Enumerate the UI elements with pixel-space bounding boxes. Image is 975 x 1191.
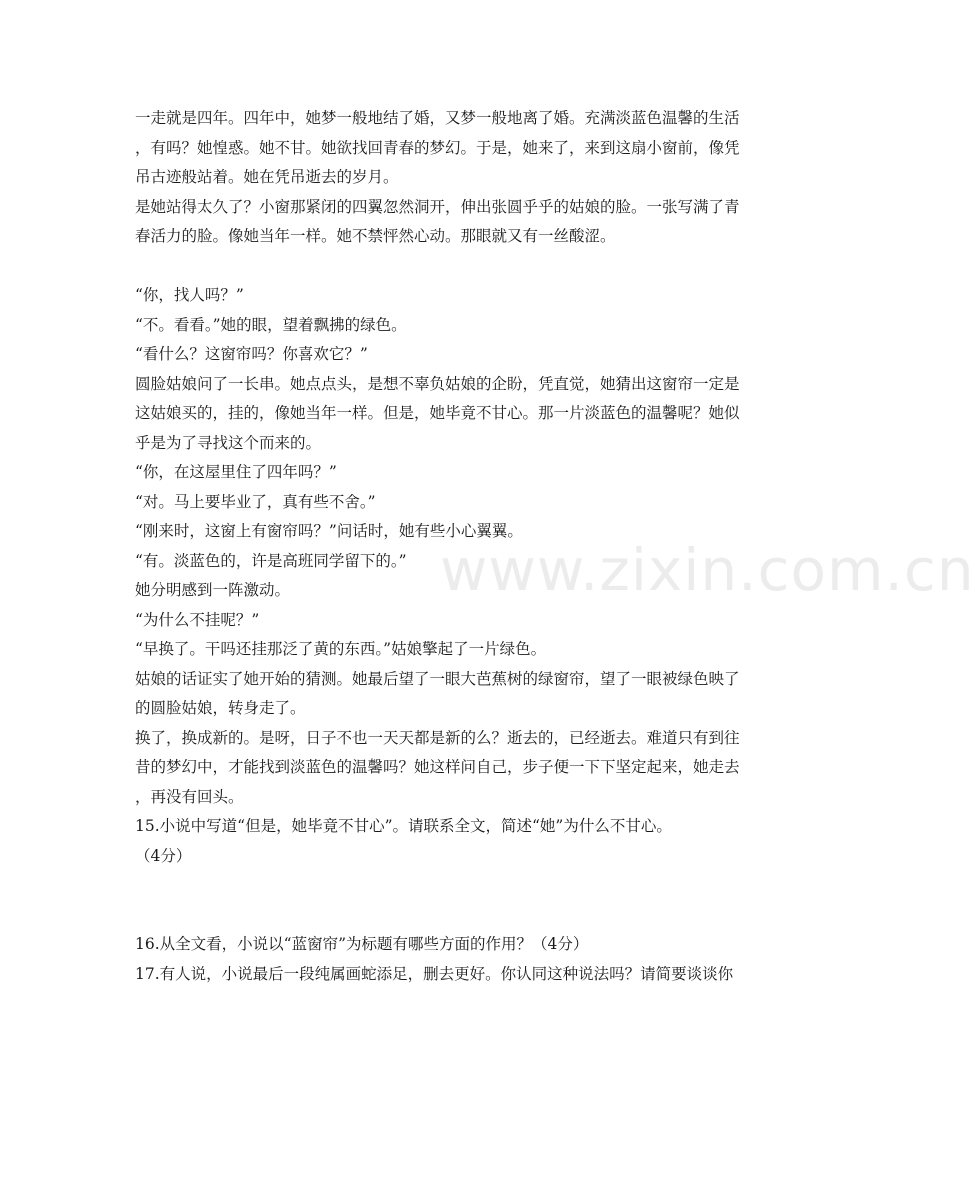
paragraph-line: 她分明感到一阵激动。 xyxy=(135,581,291,599)
paragraph-line: 这姑娘买的，挂的，像她当年一样。但是，她毕竟不甘心。那一片淡蓝色的温馨呢？她似 xyxy=(135,404,740,422)
question-16: 16.从全文看，小说以“蓝窗帘”为标题有哪些方面的作用？（4分） xyxy=(135,935,589,953)
question-15: 15.小说中写道“但是，她毕竟不甘心”。请联系全文，简述“她”为什么不甘心。 xyxy=(135,817,672,835)
question-17: 17.有人说，小说最后一段纯属画蛇添足，删去更好。你认同这种说法吗？请简要谈谈你 xyxy=(135,964,734,983)
dialogue-line: “看什么？这窗帘吗？你喜欢它？” xyxy=(135,345,368,363)
document-body xyxy=(135,104,785,989)
dialogue-line: “刚来时，这窗上有窗帘吗？”问话时，她有些小心翼翼。 xyxy=(135,522,523,540)
dialogue-line: “早换了。干吗还挂那泛了黄的东西。”姑娘擎起了一片绿色。 xyxy=(135,640,547,658)
paragraph-line: 的圆脸姑娘，转身走了。 xyxy=(135,699,306,717)
paragraph-line: 春活力的脸。像她当年一样。她不禁怦然心动。那眼就又有一丝酸涩。 xyxy=(135,227,616,245)
answer-space xyxy=(135,871,785,930)
paragraph-line: 一走就是四年。四年中，她梦一般地结了婚，又梦一般地离了婚。充满淡蓝色温馨的生活 xyxy=(135,109,740,127)
dialogue-line: “你，在这屋里住了四年吗？” xyxy=(135,463,337,481)
paragraph-line: 乎是为了寻找这个而来的。 xyxy=(135,433,322,452)
dialogue-line: “为什么不挂呢？” xyxy=(135,610,260,629)
paragraph-line: 姑娘的话证实了她开始的猜测。她最后望了一眼大芭蕉树的绿窗帘，望了一眼被绿色映了 xyxy=(135,669,740,688)
paragraph-line: ，再没有回头。 xyxy=(135,787,244,806)
paragraph-line: 吊古迹般站着。她在凭吊逝去的岁月。 xyxy=(135,168,399,186)
dialogue-line: “不。看看。”她的眼，望着飘拂的绿色。 xyxy=(135,315,407,334)
dialogue-line: “有。淡蓝色的，许是高班同学留下的。” xyxy=(135,551,407,570)
paragraph-line: ，有吗？她惶惑。她不甘。她欲找回青春的梦幻。于是，她来了，来到这扇小窗前，像凭 xyxy=(135,138,740,157)
paragraph-line: 昔的梦幻中，才能找到淡蓝色的温馨吗？她这样问自己，步子便一下下坚定起来，她走去 xyxy=(135,758,740,776)
paragraph-line: 换了，换成新的。是呀，日子不也一天天都是新的么？逝去的，已经逝去。难道只有到往 xyxy=(135,728,740,747)
blank-line xyxy=(135,252,785,282)
watermark: www.zixin.com.cn xyxy=(440,536,975,604)
paragraph-line: 圆脸姑娘问了一长串。她点点头，是想不辜负姑娘的企盼，凭直觉，她猜出这窗帘一定是 xyxy=(135,374,740,393)
dialogue-line: “你，找人吗？” xyxy=(135,286,244,304)
paragraph-line: 是她站得太久了？小窗那紧闭的四翼忽然洞开，伸出张圆乎乎的姑娘的脸。一张写满了青 xyxy=(135,197,740,216)
dialogue-line: “对。马上要毕业了，真有些不舍。” xyxy=(135,492,376,511)
question-15-points: （4分） xyxy=(135,846,192,865)
